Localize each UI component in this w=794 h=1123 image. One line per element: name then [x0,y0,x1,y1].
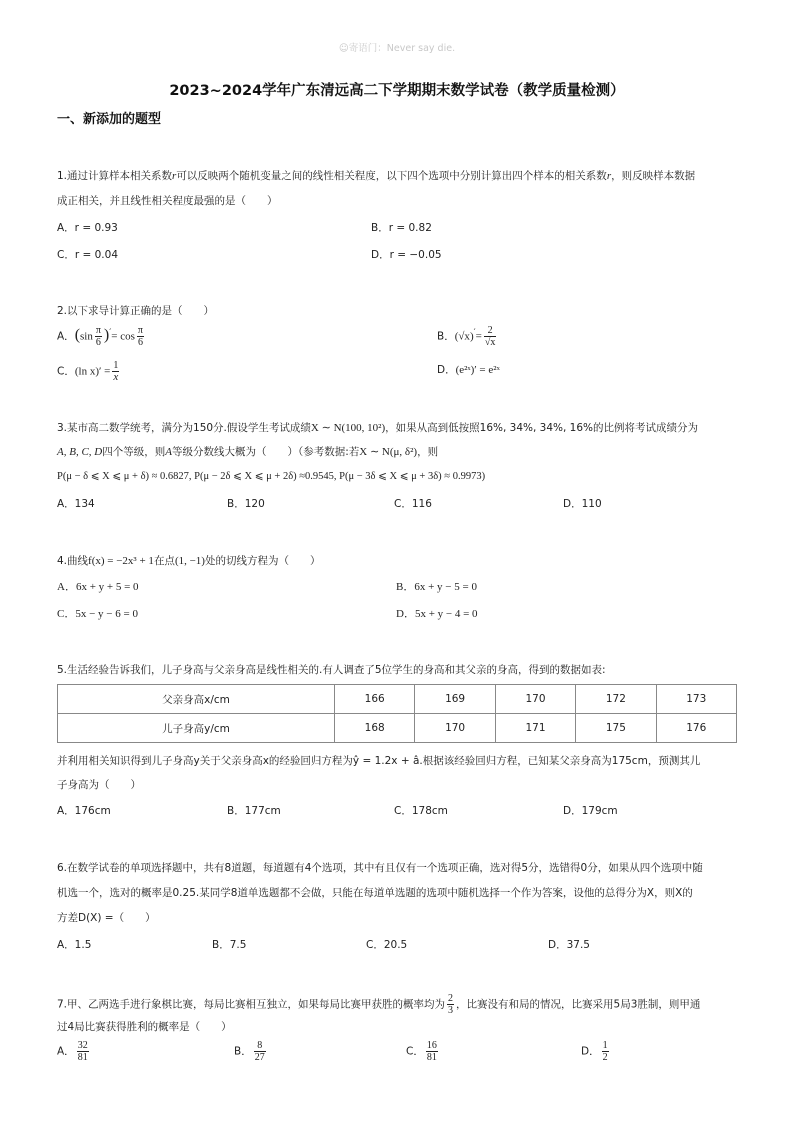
table-cell: 172 [576,685,656,714]
q4-function: f(x) = −2x³ + 1 [88,555,154,567]
table-cell: 175 [576,714,656,743]
q3-reference-data: P(μ − δ ⩽ X ⩽ μ + δ) ≈ 0.6827, P(μ − 2δ ⩽ X ⩽ μ + 2δ) ≈0.9545, P(μ − 3δ ⩽ X ⩽ μ + 3δ) ≈ 0.9973) [57,471,486,482]
q7-stem-line1: 7.甲、乙两选手进行象棋比赛，每局比赛相互独立，如果每局比赛甲获胜的概率均为 $\frac{2}{3}$ ，比赛没有和局的情况，比赛采用5局3胜制，则甲通 [57,993,701,1016]
q3-option-c[interactable]: C．116 [394,498,432,510]
q2-a-label: A． [57,330,75,343]
table-cell: 170 [495,685,575,714]
q4-option-c[interactable]: C．5x − y − 6 = 0 [57,608,138,620]
q6-stem-line1: 6.在数学试卷的单项选择题中，共有8道题，每道题有4个选项，其中有且仅有一个选项正确，选对得5分，选错得0分，如果从四个选项中随 [57,862,703,874]
q1-stem-line2: 成正相关，并且线性相关程度最强的是（ ） [57,195,278,207]
table-row [58,685,737,714]
q6-stem-line3: 方差D(X) =（ ） [57,912,156,924]
q3-stem-line1: 3.某市高二数学统考，满分为150分.假设学生考试成绩X ∼ N(100, 10²)，如果从高到低按照16%, 34%, 34%, 16%的比例将考试成绩分为 [57,422,699,434]
q2-option-b[interactable]: B．(√x)′= $\frac{2}{√x}$ [437,325,496,348]
q2-a-sin: sin [80,330,93,343]
q7-option-b[interactable]: B． $\frac{8}{27}$ [234,1040,265,1063]
q5-stem: 5.生活经验告诉我们，儿子身高与父亲身高是线性相关的.有人调查了5位学生的身高和其父亲的身高，得到的数据如表: [57,664,606,676]
q1-stem-line1 [57,168,695,184]
q5-option-a[interactable]: A．176cm [57,805,111,817]
q7-probability-fraction: $\frac{2}{3}$ [448,993,454,1016]
watermark-motto: ☺寄语门：Never say die. [338,43,456,54]
q5-option-d[interactable]: D．179cm [563,805,618,817]
q1-var-r2: r [606,170,612,182]
q4-stem: 4.曲线f(x) = −2x³ + 1在点(1, −1)处的切线方程为（ ） [57,555,321,567]
q7-option-d[interactable]: D． $\frac{1}{2}$ [581,1040,608,1063]
q2-d-label: D． [437,364,456,376]
q6-option-a[interactable]: A．1.5 [57,939,92,951]
q3-stem-line2: A, B, C, D四个等级，则A等级分数线大概为（ ）（参考数据:若X ∼ N(μ, δ²)，则 [57,446,439,458]
q3-option-a[interactable]: A．134 [57,498,95,510]
q2-c-label: C． [57,365,75,378]
q6-option-b[interactable]: B．7.5 [212,939,247,951]
table-cell: 168 [335,714,415,743]
table-row [58,714,737,743]
q3-option-b[interactable]: B．120 [227,498,265,510]
q2-a-cos: = cos [111,330,135,343]
q3-distribution: X ∼ N(100, 10²) [310,422,386,434]
q1-var-r: r [172,170,177,182]
exam-title: 2023~2024学年广东清远高二下学期期末数学试卷（教学质量检测） [169,83,625,99]
q6-option-d[interactable]: D．37.5 [548,939,590,951]
q1-text-b: 可以反映两个随机变量之间的线性相关程度，以下四个选项中分别计算出四个样本的相关系数 [176,170,607,182]
row-label-son: 儿子身高y/cm [58,714,335,743]
table-cell: 176 [656,714,736,743]
q7-option-a[interactable]: A． $\frac{32}{81}$ [57,1040,88,1063]
q1-option-b[interactable]: B．r = 0.82 [371,222,432,234]
table-cell: 173 [656,685,736,714]
height-data-table [57,684,737,743]
q5-option-c[interactable]: C．178cm [394,805,448,817]
q1-option-c[interactable]: C．r = 0.04 [57,249,119,261]
q1-text-c: ，则反映样本数据 [611,170,696,182]
table-cell: 170 [415,714,495,743]
q6-option-c[interactable]: C．20.5 [366,939,408,951]
table-cell: 166 [335,685,415,714]
table-cell: 171 [495,714,575,743]
q7-stem-line2: 过4局比赛获得胜利的概率是（ ） [57,1021,232,1033]
q2-b-label: B． [437,330,455,343]
section-heading: 一、新添加的题型 [57,112,162,127]
q5-text-after-line1: 并利用相关知识得到儿子身高y关于父亲身高x的经验回归方程为ŷ = 1.2x + â.根据该经验回归方程，已知某父亲身高为175cm，预测其儿 [57,755,701,767]
q7-option-c[interactable]: C． $\frac{16}{81}$ [406,1040,437,1063]
q5-option-b[interactable]: B．177cm [227,805,281,817]
q4-point: (1, −1) [174,555,205,567]
q4-option-a[interactable]: A．6x + y + 5 = 0 [57,581,139,593]
q1-option-d[interactable]: D．r = −0.05 [371,249,442,261]
q4-option-b[interactable]: B．6x + y − 5 = 0 [396,581,477,593]
q2-option-a[interactable]: A．(sin $\frac{\pi}{6}$ )′= cos $\frac{\pi}{6}$ [57,325,143,348]
q6-stem-line2: 机选一个，选对的概率是0.25.某同学8道单选题都不会做，只能在每道单选题的选项中随机选择一个作为答案，设他的总得分为X，则X的 [57,887,693,899]
q2-stem: 2.以下求导计算正确的是（ ） [57,305,215,317]
q1-option-a[interactable]: A．r = 0.93 [57,222,118,234]
q5-text-after-line2: 子身高为（ ） [57,779,141,791]
q2-option-c[interactable]: C．(ln x)′ = $\frac{1}{x}$ [57,360,119,383]
q3-option-d[interactable]: D．110 [563,498,602,510]
table-cell: 169 [415,685,495,714]
q4-option-d[interactable]: D．5x + y − 4 = 0 [396,608,478,620]
q1-text-a: 1.通过计算样本相关系数 [57,170,173,182]
row-label-father: 父亲身高x/cm [58,685,335,714]
q2-option-d[interactable]: D．(e²ˣ)′ = e²ˣ [437,364,500,376]
